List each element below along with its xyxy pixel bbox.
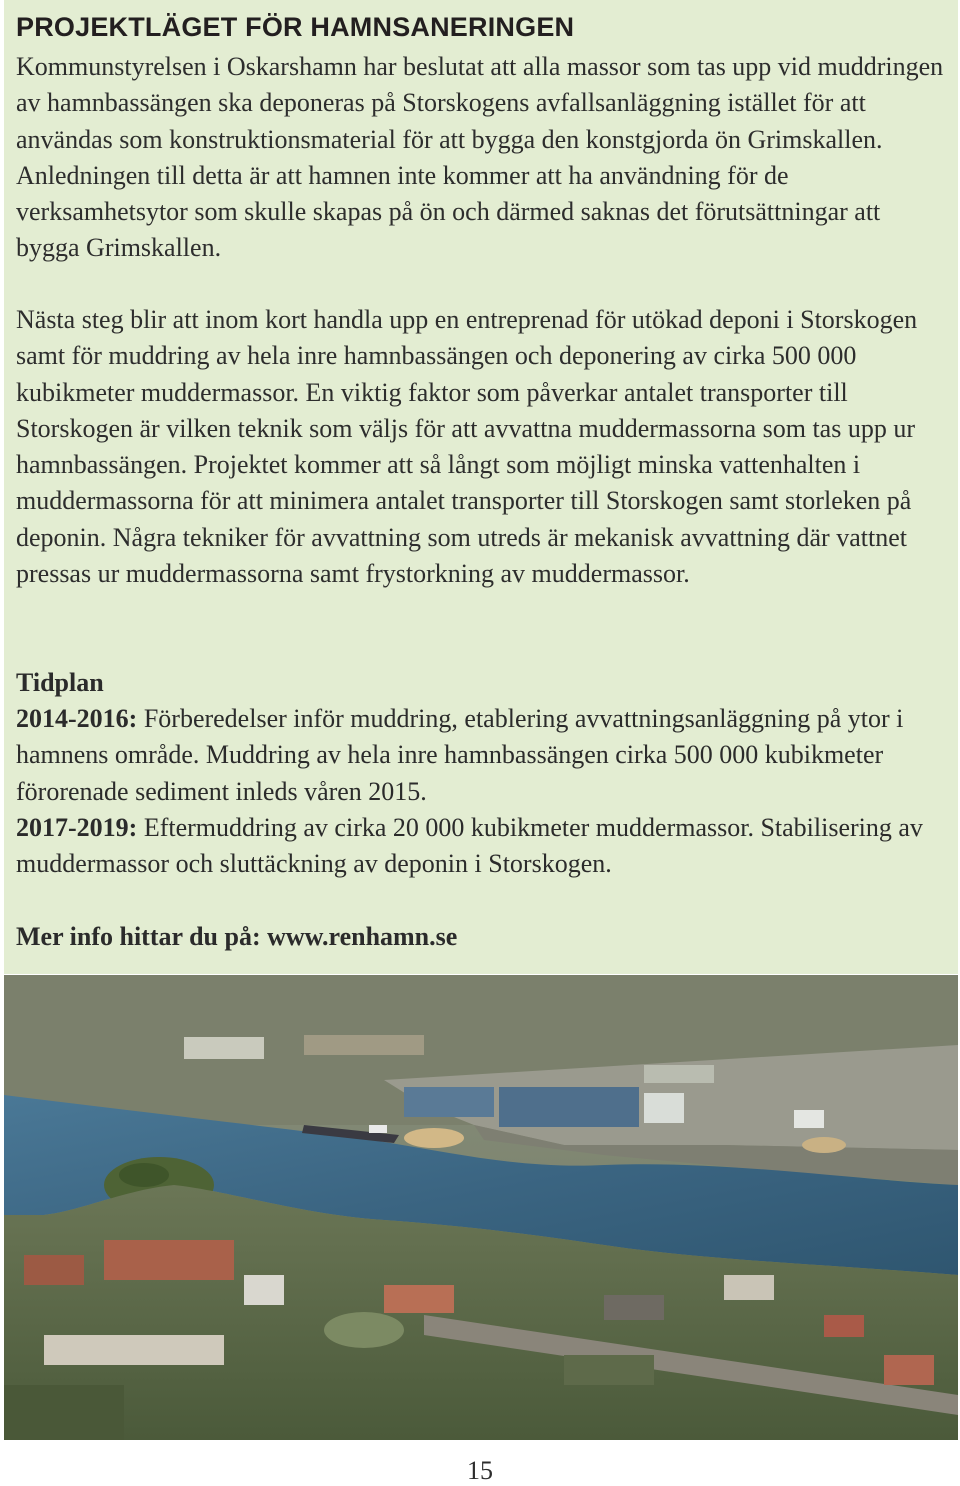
paragraph-decision: Kommunstyrelsen i Oskarshamn har beslutat att alla massor som tas upp vid muddringen av hamnbassängen ska deponeras på Storskogens avfallsanläggning istället för att användas som konstruktionsmaterial för att bygga den konstgjorda ön Grimskallen. Anledningen till detta är att hamnen inte kommer att ha användning för de verksamhetsytor som skulle skapas på ön och därmed saknas det förutsättningar att bygga Grimskallen.	[16, 52, 944, 263]
page-heading: PROJEKTLÄGET FÖR HAMNSANERINGEN	[16, 12, 575, 42]
timeline-period: 2017-2019:	[16, 813, 138, 842]
timeline-text: Förberedelser inför muddring, etablering avvattningsanläggning på ytor i hamnens område. Muddring av hela inre hamnbassängen cirka 500 000 kubikmeter förorenade sediment inleds våren 2015.	[16, 704, 904, 806]
harbor-aerial-photo	[4, 975, 958, 1440]
more-info-link-text: Mer info hittar du på: www.renhamn.se	[16, 922, 458, 951]
page-number: 15	[467, 1456, 493, 1485]
paragraph-next-steps: Nästa steg blir att inom kort handla upp en entreprenad för utökad deponi i Storskogen samt för muddring av hela inre hamnbassängen och deponering av cirka 500 000 kubikmeter muddermassor. En viktig faktor som påverkar antalet transporter till Storskogen är vilken teknik som väljs för att avvattna muddermassorna som tas upp ur hamnbassängen. Projektet kommer att så långt som möjligt minska vattenhalten i muddermassorna för att minimera antalet transporter till Storskogen samt storleken på deponin. Några tekniker för avvattning som utreds är mekanisk avvattning där vattnet pressas ur muddermassorna samt frystorkning av muddermassor.	[16, 305, 918, 589]
timeline-entry	[16, 701, 946, 810]
timeline-entry	[16, 810, 946, 883]
timeline-title: Tidplan	[16, 668, 104, 697]
timeline-text: Eftermuddring av cirka 20 000 kubikmeter muddermassor. Stabilisering av muddermassor och sluttäckning av deponin i Storskogen.	[16, 813, 923, 879]
timeline-period: 2014-2016:	[16, 704, 138, 733]
